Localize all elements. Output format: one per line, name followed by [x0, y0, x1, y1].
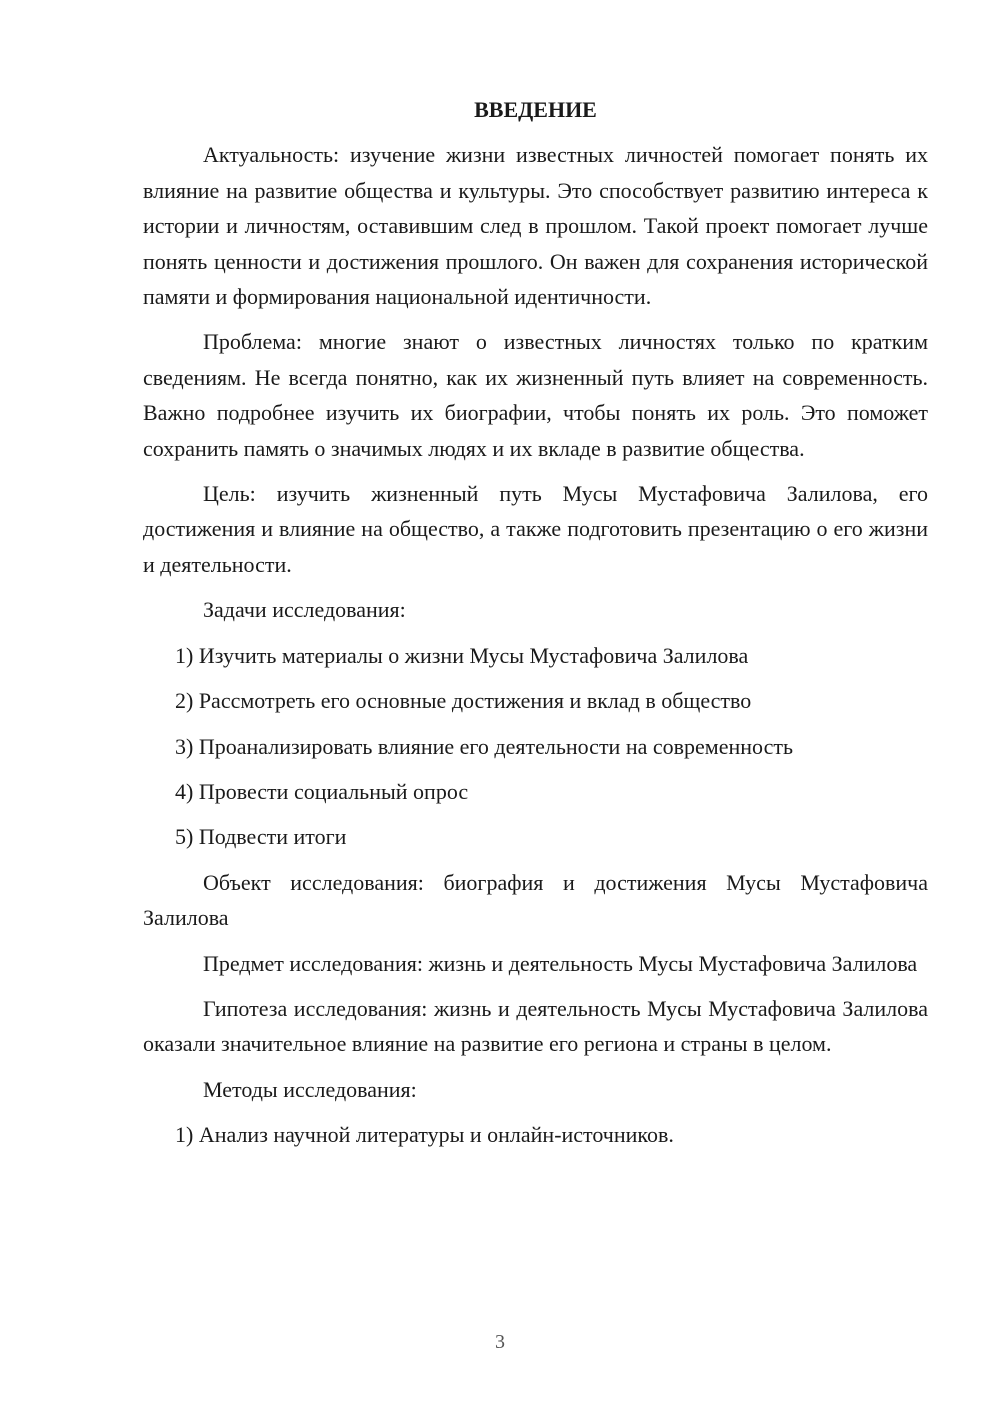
task-item: 2) Рассмотреть его основные достижения и вклад в общество: [175, 688, 752, 714]
subject-paragraph: Предмет исследования: жизнь и деятельность Мусы Мустафовича Залилова: [203, 950, 918, 976]
task-item: 4) Провести социальный опрос: [175, 778, 469, 804]
task-item: 5) Подвести итоги: [175, 824, 347, 850]
method-item: 1) Анализ научной литературы и онлайн-источников.: [175, 1122, 674, 1148]
hypothesis-paragraph: Гипотеза исследования: жизнь и деятельность Мусы Мустафовича Залилова оказали значительное влияние на развитие его региона и страны в целом.: [143, 995, 928, 1057]
task-item: 3) Проанализировать влияние его деятельности на современность: [175, 733, 793, 759]
problem-paragraph: Проблема: многие знают о известных личностях только по кратким сведениям. Не всегда понятно, как их жизненный путь влияет на современность. Важно подробнее изучить их биографии, чтобы понять их роль. Это поможет сохранить память о значимых людях и их вкладе в развитие общества.: [143, 329, 928, 461]
section-title: ВВЕДЕНИЕ: [474, 97, 597, 122]
task-item: 1) Изучить материалы о жизни Мусы Мустафовича Залилова: [175, 642, 749, 668]
methods-list: [143, 1117, 928, 1152]
object-paragraph: Объект исследования: биография и достижения Мусы Мустафовича Залилова: [143, 869, 928, 931]
document-page: [143, 92, 928, 1163]
page-number: 3: [495, 1331, 505, 1353]
goal-paragraph: Цель: изучить жизненный путь Мусы Мустафовича Залилова, его достижения и влияние на общество, а также подготовить презентацию о его жизни и деятельности.: [143, 481, 928, 577]
methods-heading: Методы исследования:: [203, 1076, 417, 1102]
tasks-heading: Задачи исследования:: [203, 597, 406, 623]
tasks-list: [143, 638, 928, 855]
relevance-paragraph: Актуальность: изучение жизни известных личностей помогает понять их влияние на развитие общества и культуры. Это способствует развитию интереса к истории и личностям, оставившим след в прошлом. Такой проект помогает лучше понять ценности и достижения прошлого. Он важен для сохранения исторической памяти и формирования национальной идентичности.: [143, 142, 928, 310]
